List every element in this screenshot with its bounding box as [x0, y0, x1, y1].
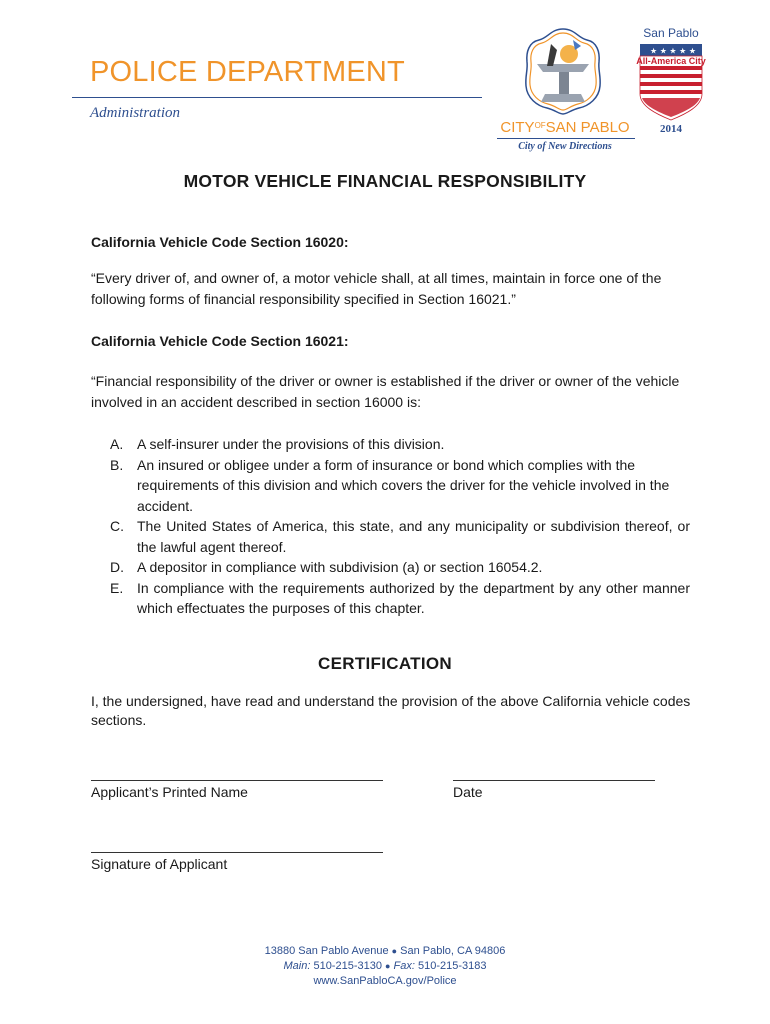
list-item: A. A self-insurer under the provisions of this division.	[110, 436, 445, 452]
footer-website-link[interactable]: www.SanPabloCA.gov/Police	[313, 975, 457, 987]
list-item: C. The United States of America, this state, and any municipality or subdivision thereof, or the lawful agent thereof.	[110, 518, 690, 555]
footer-main-phone: 510-215-3130	[313, 960, 382, 972]
department-title: POLICE DEPARTMENT	[90, 56, 405, 88]
city-name-suffix: SAN PABLO	[545, 119, 630, 136]
city-name-logo	[494, 119, 636, 136]
bullet-icon: ●	[385, 961, 391, 971]
date-field[interactable]	[453, 780, 655, 781]
city-logo-divider	[497, 138, 635, 139]
section-16021-heading: California Vehicle Code Section 16021:	[91, 333, 349, 349]
printed-name-label: Applicant’s Printed Name	[91, 784, 248, 800]
city-name-of: OF	[534, 121, 546, 130]
badge-award-label: All-America City	[636, 56, 706, 66]
city-tagline: City of New Directions	[518, 141, 612, 152]
list-item: E. In compliance with the requirements authorized by the department by any other manner which effectuates the purposes of this chapter.	[110, 579, 690, 616]
section-16021-quote: “Financial responsibility of the driver or owner is established if the driver or owner of the vehicle involved in an accident described in section 16000 is:	[91, 373, 680, 410]
svg-text:★ ★ ★ ★ ★: ★ ★ ★ ★ ★	[650, 46, 697, 56]
city-name-prefix: CITY	[500, 119, 535, 136]
section-16020-quote: “Every driver of, and owner of, a motor vehicle shall, at all times, maintain in force one of the following forms of financial responsibility specified in Section 16021.”	[91, 270, 662, 307]
financial-responsibility-list	[110, 434, 690, 619]
footer-fax-label: Fax:	[393, 960, 415, 972]
signature-field[interactable]	[91, 852, 383, 853]
printed-name-field[interactable]	[91, 780, 383, 781]
certification-statement: I, the undersigned, have read and understand the provision of the above California vehicle codes sections.	[91, 693, 691, 728]
signature-label: Signature of Applicant	[91, 856, 228, 872]
footer-phone-line	[0, 959, 770, 974]
list-item: D. A depositor in compliance with subdivision (a) or section 16054.2.	[110, 559, 543, 575]
bullet-icon: ●	[391, 946, 398, 956]
badge-city-label: San Pablo	[643, 26, 699, 40]
footer-contact	[0, 944, 770, 989]
document-title: MOTOR VEHICLE FINANCIAL RESPONSIBILITY	[183, 171, 587, 191]
footer-address-line	[0, 944, 770, 959]
footer-street: 13880 San Pablo Avenue	[264, 945, 389, 957]
footer-fax-phone: 510-215-3183	[418, 960, 487, 972]
city-seal-logo	[523, 26, 603, 116]
footer-main-label: Main:	[283, 960, 311, 972]
section-16020-heading: California Vehicle Code Section 16020:	[91, 234, 349, 250]
header-divider	[72, 97, 482, 98]
all-america-city-shield-icon	[634, 26, 708, 122]
certification-title: CERTIFICATION	[318, 654, 452, 673]
footer-city: San Pablo, CA 94806	[400, 945, 506, 957]
badge-year: 2014	[660, 123, 682, 135]
division-label: Administration	[90, 105, 181, 121]
list-item: B. An insured or obligee under a form of insurance or bond which complies with the requirements of this division and which covers the driver for the vehicle involved in the accident.	[110, 456, 670, 514]
date-label: Date	[453, 784, 483, 800]
